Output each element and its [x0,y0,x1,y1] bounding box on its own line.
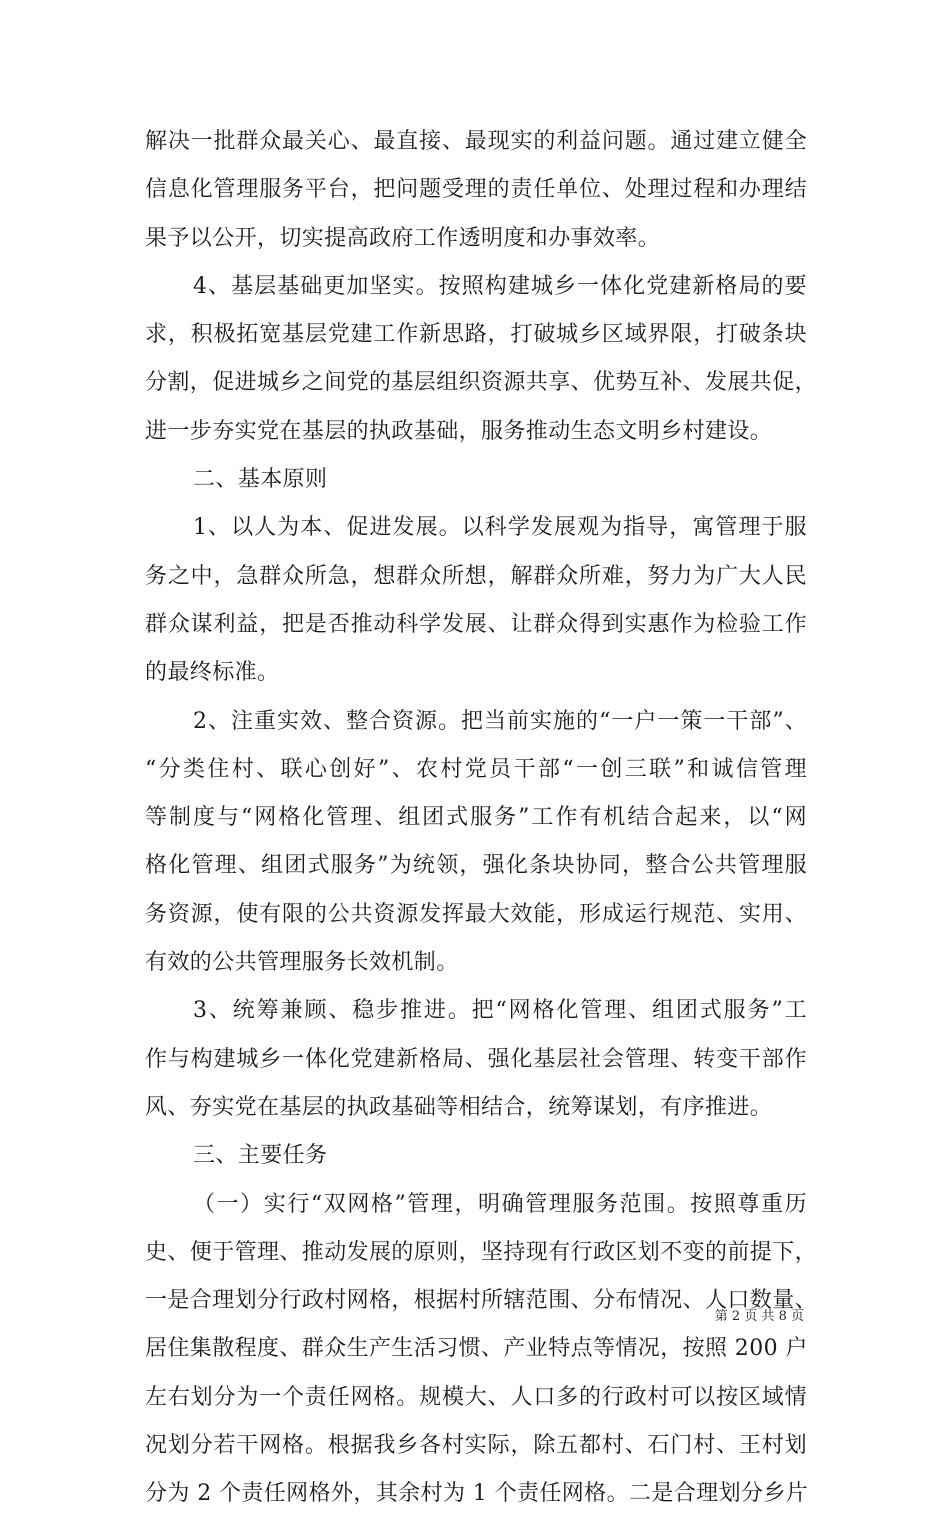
text-line: 一是合理划分行政村网格，根据村所辖范围、分布情况、人口数量、 [145,1288,818,1314]
text-line: 务之中，急群众所急，想群众所想，解群众所难，努力为广大人民 [145,563,807,589]
text-line: 等制度与“网格化管理、组团式服务”工作有机结合起来，以“网 [145,805,807,831]
text-line: 况划分若干网格。根据我乡各村实际，除五都村、石门村、王村划 [145,1433,807,1459]
text-line: 进一步夯实党在基层的执政基础，服务推动生态文明乡村建设。 [145,418,773,444]
text-line: 群众谋利益，把是否推动科学发展、让群众得到实惠作为检验工作 [145,611,807,637]
text-line: 务资源，使有限的公共资源发挥最大效能，形成运行规范、实用、 [145,901,807,927]
section-heading: 三、主要任务 [193,1143,328,1169]
text-line: “分类住村、联心创好”、农村党员干部“一创三联”和诚信管理 [145,756,807,782]
text-line: 信息化管理服务平台，把问题受理的责任单位、处理过程和办理结 [145,177,807,203]
text-line: 分为 2 个责任网格外，其余村为 1 个责任网格。二是合理划分乡片 [145,1481,809,1507]
page-number: 第 2 页 共 8 页 [714,1309,804,1324]
section-heading: 二、基本原则 [193,467,328,493]
text-line: 作与构建城乡一体化党建新格局、强化基层社会管理、转变干部作 [145,1046,807,1072]
text-line: 有效的公共管理服务长效机制。 [145,950,459,976]
text-line: 解决一批群众最关心、最直接、最现实的利益问题。通过建立健全 [145,129,807,154]
text-line: 居住集散程度、群众生产生活习惯、产业特点等情况，按照 200 户 [145,1336,808,1362]
text-line: 求，积极拓宽基层党建工作新思路，打破城乡区域界限，打破条块 [145,322,807,348]
document-body [145,118,818,1519]
text-line: 左右划分为一个责任网格。规模大、人口多的行政村可以按区域情 [145,1384,807,1410]
text-line: 的最终标准。 [145,660,280,686]
paragraph-start-line: 3、统筹兼顾、稳步推进。把“网格化管理、组团式服务”工 [193,998,807,1024]
text-line: 果予以公开，切实提高政府工作透明度和办事效率。 [145,225,661,251]
paragraph-start-line: 2、注重实效、整合资源。把当前实施的“一户一策一干部”、 [193,708,807,734]
text-line: 分割，促进城乡之间党的基层组织资源共享、优势互补、发展共促， [145,370,818,396]
paragraph-start-line: 1、以人为本、促进发展。以科学发展观为指导，寓管理于服 [193,515,807,541]
paragraph-start-line: 4、基层基础更加坚实。按照构建城乡一体化党建新格局的要 [193,273,807,299]
text-line: 风、夯实党在基层的执政基础等相结合，统筹谋划，有序推进。 [145,1094,773,1120]
text-line: 格化管理、组团式服务”为统领，强化条块协同，整合公共管理服 [145,853,807,879]
paragraph-start-line: （一）实行“双网格”管理，明确管理服务范围。按照尊重历 [193,1191,807,1217]
text-line: 史、便于管理、推动发展的原则，坚持现有行政区划不变的前提下， [145,1239,818,1265]
